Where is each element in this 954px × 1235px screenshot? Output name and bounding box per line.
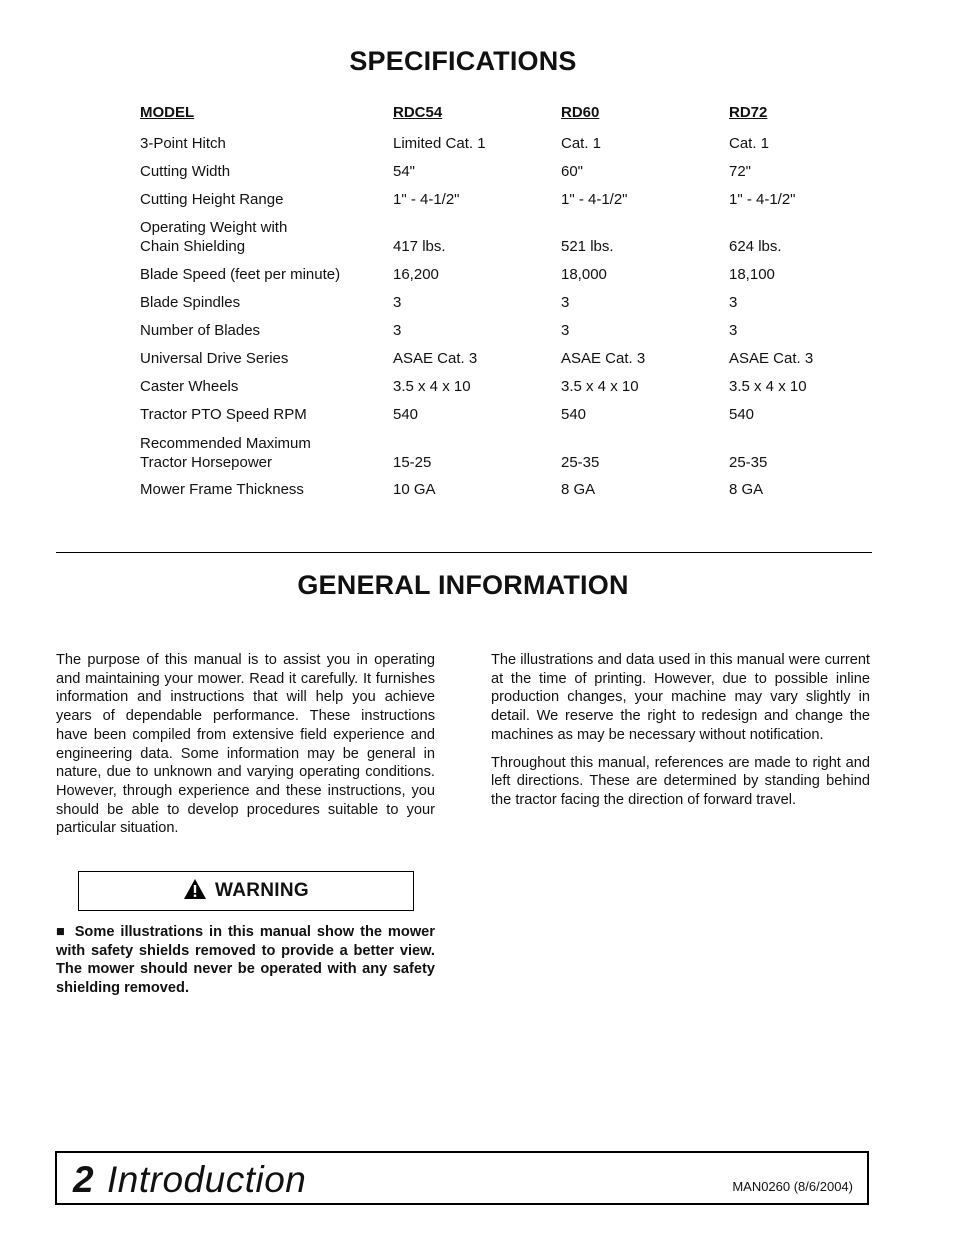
row-label: Caster Wheels — [140, 378, 239, 395]
row-value: 540 — [393, 406, 419, 423]
row-label: Operating Weight with Chain Shielding — [140, 219, 288, 255]
directions-paragraph: Throughout this manual, references are made to right and left directions. These are determined by standing behind the tractor facing the direction of forward travel. — [491, 754, 870, 808]
row-label: Blade Spindles — [140, 294, 241, 311]
row-value: 3 — [561, 322, 570, 339]
row-value: 540 — [729, 406, 755, 423]
table-row — [140, 434, 860, 480]
row-value: 1" - 4-1/2" — [561, 191, 628, 208]
row-label: Mower Frame Thickness — [140, 481, 304, 498]
row-value: 3 — [729, 294, 738, 311]
row-value: 72" — [729, 163, 752, 180]
row-label: Number of Blades — [140, 322, 261, 339]
warning-triangle-icon — [183, 878, 207, 905]
table-row — [140, 321, 860, 349]
row-value: 60" — [561, 163, 584, 180]
row-value: 521 lbs. — [561, 238, 614, 255]
row-label: Recommended Maximum Tractor Horsepower — [140, 435, 311, 471]
row-value: 3 — [729, 322, 738, 339]
document-id: MAN0260 (8/6/2004) — [732, 1179, 853, 1194]
page-footer — [55, 1151, 869, 1205]
warning-text — [56, 923, 435, 998]
table-row — [140, 134, 860, 162]
page-number: 2 — [73, 1159, 94, 1200]
row-value: 18,100 — [729, 266, 775, 283]
row-value: 417 lbs. — [393, 238, 446, 255]
row-value: 3.5 x 4 x 10 — [561, 378, 639, 395]
row-value: 1" - 4-1/2" — [393, 191, 460, 208]
table-header-row — [140, 103, 860, 131]
specifications-heading: SPECIFICATIONS — [349, 46, 577, 76]
row-value: 3 — [393, 294, 402, 311]
row-value: 8 GA — [729, 481, 764, 498]
row-value: 25-35 — [561, 454, 600, 471]
row-label: Cutting Width — [140, 163, 231, 180]
row-value: 16,200 — [393, 266, 439, 283]
table-row — [140, 218, 860, 265]
row-label: Tractor PTO Speed RPM — [140, 406, 307, 423]
row-value: 624 lbs. — [729, 238, 782, 255]
row-value: 15-25 — [393, 454, 432, 471]
table-row — [140, 405, 860, 434]
header-rd60: RD60 — [561, 104, 600, 121]
section-divider — [56, 552, 872, 553]
header-rd72: RD72 — [729, 104, 768, 121]
row-label: Blade Speed (feet per minute) — [140, 266, 341, 283]
row-value: Cat. 1 — [729, 135, 770, 152]
row-value: 25-35 — [729, 454, 768, 471]
header-rdc54: RDC54 — [393, 104, 443, 121]
table-row — [140, 293, 860, 321]
intro-paragraph: The purpose of this manual is to assist you in operating and maintaining your mower. Read it carefully. It furnishes information and instructions that will help you achieve years of dependable performance. These instructions have been compiled from extensive field experience and engineering data. Some information may be general in nature, due to unknown and varying operating conditions. However, through experience and these instructions, you should be able to develop procedures suitable to your particular situation. — [56, 652, 435, 837]
table-row — [140, 190, 860, 218]
row-label: Cutting Height Range — [140, 191, 284, 208]
table-row — [140, 265, 860, 293]
header-model: MODEL — [140, 104, 195, 121]
illustrations-paragraph: The illustrations and data used in this manual were current at the time of printing. However, due to possible inline production changes, your machine may vary slightly in detail. We reserve the right to redesign and change the machines as may be necessary without notification. — [491, 652, 870, 743]
general-information-heading: GENERAL INFORMATION — [297, 570, 629, 600]
left-column — [56, 651, 435, 847]
row-value: 3 — [561, 294, 570, 311]
row-value: 1" - 4-1/2" — [729, 191, 796, 208]
specifications-table — [140, 103, 860, 508]
table-row — [140, 162, 860, 190]
row-value: 8 GA — [561, 481, 596, 498]
warning-box — [78, 871, 414, 911]
row-value: ASAE Cat. 3 — [561, 350, 646, 367]
row-label: 3-Point Hitch — [140, 135, 226, 152]
bullet-square: ■ — [56, 924, 67, 940]
section-title: Introduction — [107, 1159, 307, 1200]
row-value: Limited Cat. 1 — [393, 135, 486, 152]
row-value: 10 GA — [393, 481, 436, 498]
row-value: 3.5 x 4 x 10 — [729, 378, 807, 395]
row-value: Cat. 1 — [561, 135, 602, 152]
row-value: ASAE Cat. 3 — [729, 350, 814, 367]
row-value: 540 — [561, 406, 587, 423]
row-value: 3 — [393, 322, 402, 339]
row-value: 3.5 x 4 x 10 — [393, 378, 471, 395]
row-value: ASAE Cat. 3 — [393, 350, 478, 367]
row-value: 18,000 — [561, 266, 607, 283]
right-column — [491, 651, 870, 819]
row-label: Universal Drive Series — [140, 350, 289, 367]
warning-message: Some illustrations in this manual show the mower with safety shields removed to provide a better view. The mower should never be operated with any safety shielding removed. — [56, 924, 435, 997]
table-row — [140, 480, 860, 508]
table-row — [140, 377, 860, 405]
row-value: 54" — [393, 163, 416, 180]
table-row — [140, 349, 860, 377]
warning-label: WARNING — [215, 880, 309, 901]
